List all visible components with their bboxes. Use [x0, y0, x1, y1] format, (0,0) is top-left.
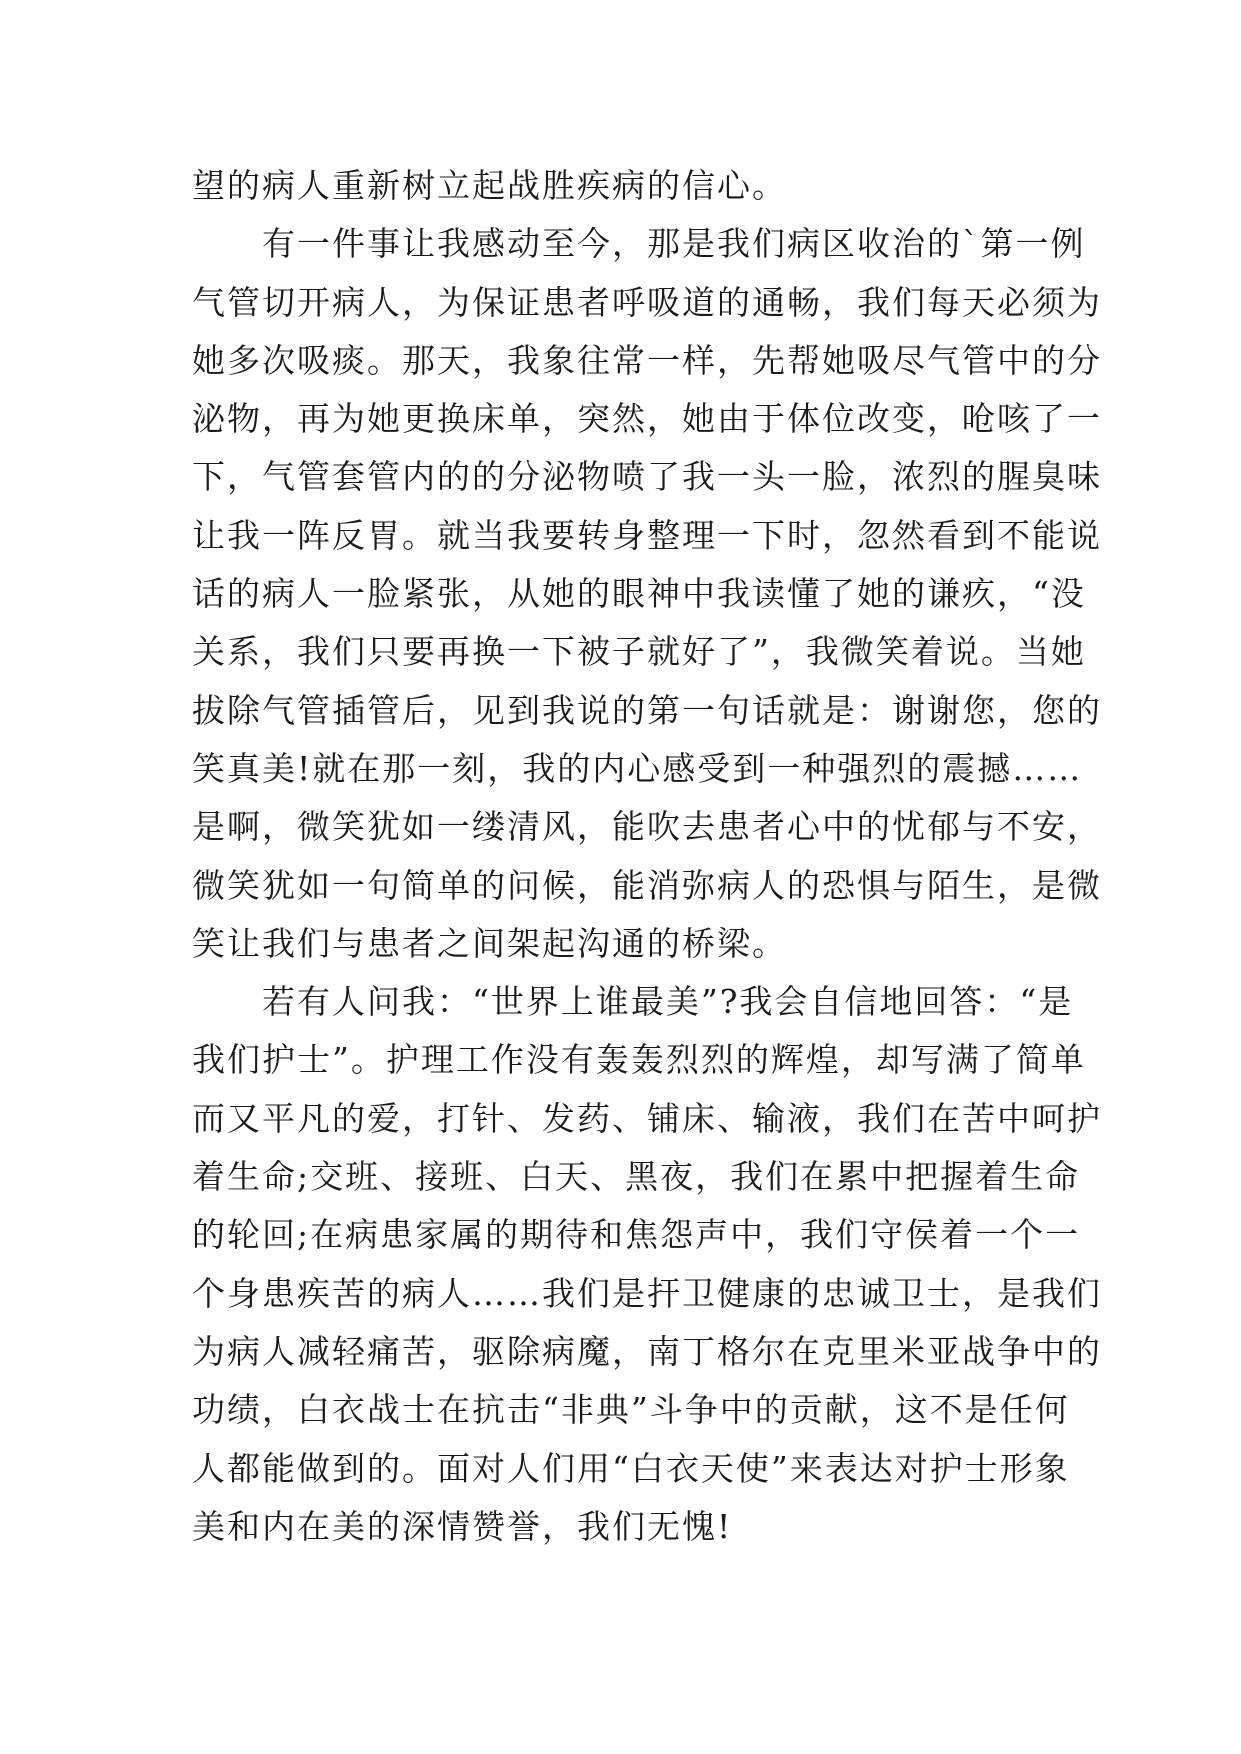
text-line: 着生命;交班、接班、白天、黑夜，我们在累中把握着生命: [192, 1157, 1081, 1197]
text-line: 人都能做到的。面对人们用“白衣天使”来表达对护士形象: [192, 1448, 1070, 1488]
text-line: 下，气管套管内的的分泌物喷了我一头一脸，浓烈的腥臭味: [192, 457, 1102, 497]
text-line: 话的病人一脸紧张，从她的眼神中我读懂了她的谦疚，“没: [192, 574, 1086, 614]
text-line: 若有人问我：“世界上谁最美”?我会自信地回答：“是: [192, 982, 1074, 1022]
text-line: 是啊，微笑犹如一缕清风，能吹去患者心中的忧郁与不安，: [192, 807, 1102, 847]
body-text: [192, 157, 1102, 1556]
text-line: 望的病人重新树立起战胜疾病的信心。: [192, 166, 787, 205]
text-line: 个身患疾苦的病人……我们是扞卫健康的忠诚卫士，是我们: [192, 1273, 1102, 1313]
text-line: 笑真美!就在那一刻，我的内心感受到一种强烈的震撼……: [192, 748, 1083, 788]
text-line: 美和内在美的深情赞誉，我们无愧!: [192, 1506, 733, 1546]
text-line: 笑让我们与患者之间架起沟通的桥梁。: [192, 923, 787, 963]
text-line: 泌物，再为她更换床单，突然，她由于体位改变，呛咳了一: [192, 399, 1102, 439]
text-line: 微笑犹如一句简单的问候，能消弥病人的恐惧与陌生，是微: [192, 865, 1102, 905]
text-line: 有一件事让我感动至今，那是我们病区收治的`第一例: [192, 224, 1086, 264]
text-line: 为病人减轻痛苦，驱除病魔，南丁格尔在克里米亚战争中的: [192, 1331, 1102, 1371]
text-line: 关系，我们只要再换一下被子就好了”，我微笑着说。当她: [192, 632, 1086, 672]
text-line: 气管切开病人，为保证患者呼吸道的通畅，我们每天必须为: [192, 282, 1102, 322]
text-line: 的轮回;在病患家属的期待和焦怨声中，我们守侯着一个一: [192, 1215, 1081, 1255]
text-line: 我们护士”。护理工作没有轰轰烈烈的辉煌，却写满了简单: [192, 1040, 1086, 1080]
text-line: 让我一阵反胃。就当我要转身整理一下时，忽然看到不能说: [192, 515, 1102, 555]
text-line: 拔除气管插管后，见到我说的第一句话就是：谢谢您，您的: [192, 690, 1102, 730]
text-line: 功绩，白衣战士在抗击“非典”斗争中的贡献，这不是任何: [192, 1390, 1070, 1430]
text-line: 而又平凡的爱，打针、发药、铺床、输液，我们在苦中呵护: [192, 1098, 1102, 1138]
text-line: 她多次吸痰。那天，我象往常一样，先帮她吸尽气管中的分: [192, 340, 1102, 380]
